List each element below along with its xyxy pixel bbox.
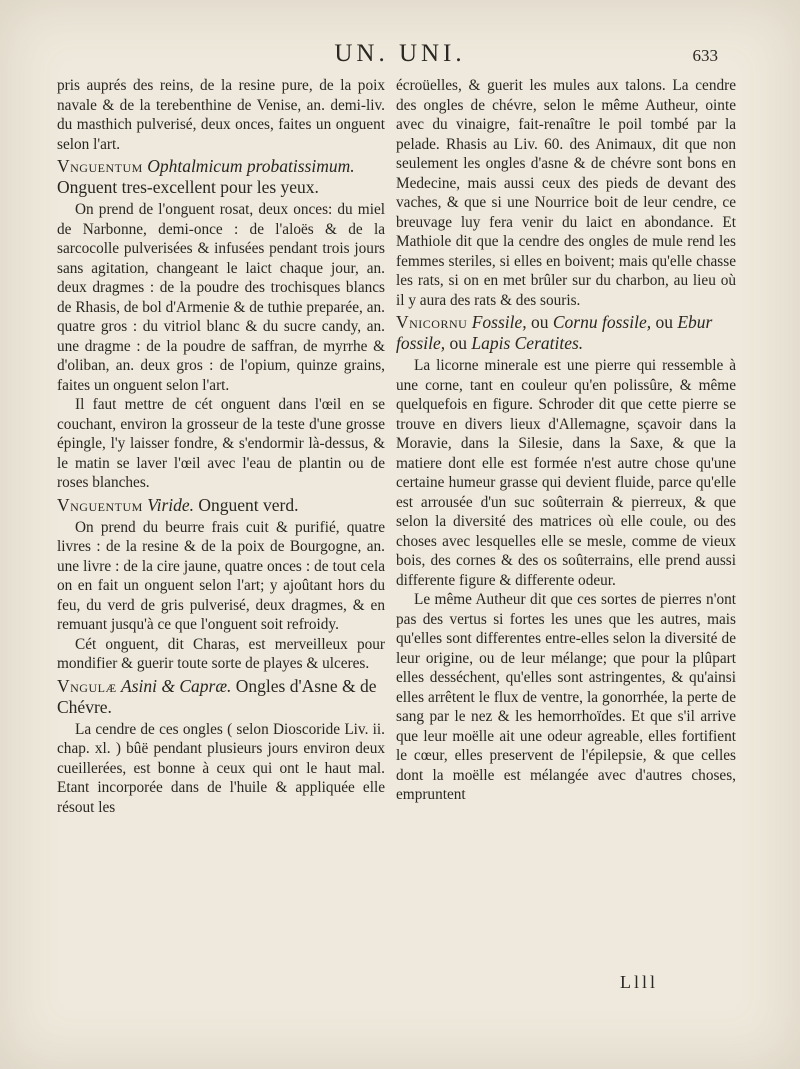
entry-conjunction: ou [655, 312, 673, 332]
paragraph: On prend de l'onguent rosat, deux onces: du miel de Narbonne, demi-once : de l'aloës & de la sarcocolle pulverisées & infusées pendant trois jours sans agitation, changeant le laict chaque jour, an. deux dragmes : de la poudre des trochisques blancs de Rhasis, de bol d'Armenie & de tuthie preparée, an. quatre gros : du vitriol blanc & du sucre candy, an. une dragme : de la poudre de saffran, de myrrhe & d'oliban, an. deux gros : de l'opium, quinze grains, faites un onguent selon l'art. [57, 201, 385, 394]
entry-latin: Viride. [147, 494, 195, 515]
paragraph: pris auprés des reins, de la resine pure, de la poix navale & de la terebenthine de Venise, an. demi-liv. du masthich pulverisé, deux onces, faites un onguent selon l'art. [57, 77, 385, 153]
entry-latin: Cornu fossile, [552, 312, 652, 332]
entry-lemma: Vnicornu [396, 312, 468, 332]
entry-latin: Ebur fossile, [396, 312, 713, 353]
right-column [396, 76, 736, 805]
entry-heading [57, 495, 385, 516]
entry-lemma: Vnguentum [57, 156, 143, 176]
page-number: 633 [692, 46, 718, 65]
entry-french: Onguent tres-excellent pour les yeux. [57, 177, 319, 197]
entry-heading [396, 312, 736, 354]
entry-lemma: Vnguentum [57, 494, 143, 515]
entry-heading [57, 156, 385, 198]
entry-french: Onguent verd. [198, 494, 299, 515]
entry-conjunction: ou [449, 333, 467, 353]
entry-latin: Fossile, [471, 312, 527, 332]
paragraph: Il faut mettre de cét onguent dans l'œil en se couchant, environ la grosseur de la teste d'une grosse épingle, l'y laisser fondre, & s'endormir là-dessus, & le matin se laver l'œil avec l'eau de plantin ou de roses blanches. [57, 396, 385, 491]
entry-latin: Lapis Ceratites. [471, 333, 584, 353]
entry-heading [57, 676, 385, 718]
paragraph: Le même Autheur dit que ces sortes de pierres n'ont pas des vertus si fortes les unes que les autres, mais qu'elles sont differentes entre-elles selon la diversité de leur origine, ou de leur mélange; que pour la plûpart elles desséchent, qu'elles sont astringentes, & qu'ainsi elles arrêtent le flux de ventre, la gonorrhée, la perte de sang par le nez & les hemorrhoïdes. Et que s'il arrive que leur moëlle ait une odeur agreable, elles fortifient le cœur, elles preservent de l'épilepsie, & que celles dont la moëlle est mélangée avec d'autres choses, empruntent [396, 591, 736, 803]
paragraph: La licorne minerale est une pierre qui ressemble à une corne, tant en couleur qu'en polissûre, & même quelquefois en figure. Schroder dit que cette pierre se trouve en divers lieux d'Allemagne, sçavoir dans la Moravie, dans la Silesie, dans la Saxe, & que la matiere dont elle est formée n'est autre chose qu'une certaine humeur grasse qui devient fluide, parce qu'elle est arrousée d'un suc soûterrain & pierreux, & que selon la diversité des matrices où elle coule, ou des choses avec lesquelles elle se mesle, comme de vieux bois, des cornes & des os soûterrains, elle prend aussi differente figure & differente odeur. [396, 357, 736, 589]
entry-lemma: Vngulæ [57, 675, 117, 696]
entry-latin: Ophtalmicum probatissimum. [147, 156, 355, 176]
paragraph: écroüelles, & guerit les mules aux talons. La cendre des ongles de chévre, selon le même Autheur, ointe avec du vinaigre, fait-renaître le poil tombé par la pelade. Rhasis au Liv. 60. des Animaux, dit que non seulement les ongles d'asne & de chévre sont bons en Medecine, mais aussi ceux des pieds de devant des vaches, & que si une Nourrice boit de leur cendre, ce breuvage luy fera venir du laict en abondance. Et Mathiole dit que la cendre des ongles de mule rend les femmes steriles, si elles en boivent; mais qu'elle chasse les rats, si on en met brûler sur du charbon, au lieu où il y aura des rats & des souris. [396, 77, 736, 309]
entry-conjunction: ou [531, 312, 549, 332]
running-head: UN. UNI. [334, 40, 466, 67]
paragraph: Cét onguent, dit Charas, est merveilleux pour mondifier & guerir toute sorte de playes & ulceres. [57, 635, 385, 672]
signature-mark: Llll [620, 972, 658, 992]
paragraph: La cendre de ces ongles ( selon Dioscoride Liv. ii. chap. xl. ) bûë pendant plusieurs jours environ deux cueillerées, est bonne à ceux qui ont le haut mal. Etant incorporée dans de l'huile & appliquée elle résout les [57, 720, 385, 816]
entry-latin: Asini & Capræ. [121, 675, 232, 696]
entry-french: Ongles d'Asne & de Chévre. [57, 675, 377, 717]
left-column [57, 76, 385, 817]
paragraph: On prend du beurre frais cuit & purifié, quatre livres : de la resine & de la poix de Bourgogne, an. une livre : de la cire jaune, quatre onces : de tout cela on en fait un onguent selon l'art; y ajoûtant hors du feu, du verd de gris pulverisé, deux dragmes, & en remuant jusqu'à ce que l'onguent soit refroidy. [57, 518, 385, 633]
